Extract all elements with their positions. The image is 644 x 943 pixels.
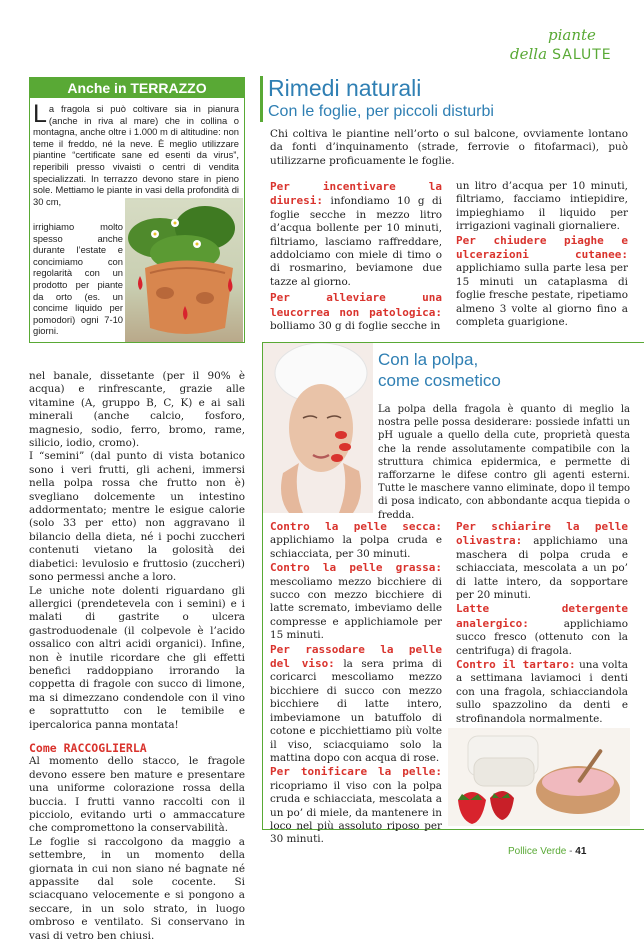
polpa-b-t3: una volta a settimana laviamoci i denti con una fragola, schiacciandola sullo spazzolino da denti e strofinandola normalmente. — [456, 659, 628, 725]
footer-magazine: Pollice Verde — [508, 846, 567, 857]
left-column — [29, 370, 245, 943]
footer — [508, 846, 586, 857]
masthead-line2 — [510, 44, 612, 63]
rimedi-h1: Per incentivare la diuresi: — [270, 180, 442, 208]
polpa-title-2: come cosmetico — [378, 371, 501, 390]
rimedi-col-1 — [270, 180, 442, 333]
footer-page-number: 41 — [575, 846, 587, 857]
polpa-b-h1: Per schiarire la pelle olivastra: — [456, 520, 628, 548]
sidebar-box — [29, 77, 245, 343]
rimedi-h2: Per alleviare una leucorrea non patologica: — [270, 291, 442, 319]
polpa-b-t2: applichiamo succo fresco (ottenuto con la centrifuga) di fragola. — [456, 617, 628, 657]
polpa-a-h1: Contro la pelle secca: — [270, 520, 442, 533]
polpa-a-t4: ricopriamo il viso con la polpa cruda e schiacciata, mescolata a un po’ di miele, da mantenere in loco nel più assoluto riposo per 30 minuti. — [270, 779, 442, 846]
drop-letter: L — [33, 100, 47, 128]
rimedi-t3: applichiamo sulla parte lesa per 15 minuti un cataplasma di foglie fresche pestate, ripetiamo almeno 3 volte al giorno fino a completa guarigione. — [456, 262, 628, 329]
left-heading: Come RACCOGLIERLA — [29, 740, 147, 755]
masthead-line2-prefix: della — [510, 45, 548, 63]
footer-separator: - — [569, 846, 573, 857]
polpa-col-2 — [456, 520, 628, 726]
polpa-col-1 — [270, 520, 442, 847]
bowl-towel-photo — [448, 728, 630, 826]
masthead-line1: piante — [548, 26, 596, 44]
polpa-intro: La polpa della fragola è quanto di meglio la nostra pelle possa desiderare: possiede infatti un pH uguale a quello della cute, proprietà questa che la rende assolutamente compatibile con la struttura chimica epidermica, e permette di rafforzarne le difese contro gli agenti esterni. Tutte le maschere vanno eliminate, dopo il tempo di posa indicato, con abbondante acqua tiepida o fredda. — [378, 404, 630, 521]
rimedi-col2-t0: un litro d’acqua per 10 minuti, filtriamo, facciamo intiepidire, impieghiamo il liquido per irrigazioni vaginali giornaliere. — [456, 180, 628, 233]
rimedi-t2: bolliamo 30 g di foglie secche in — [270, 320, 441, 333]
polpa-title-1: Con la polpa, — [378, 350, 479, 369]
polpa-a-t3: la sera prima di coricarci mescoliamo mezzo bicchiere di succo con mezzo bicchiere di latte intero, imbeviamone un batuffolo di cotone e picchiettiamo più volte il viso, sciacquiamo solo la mattina dopo con acqua di rose. — [270, 658, 442, 764]
left-para-3: Le uniche note dolenti riguardano gli allergici (prendetevela con i semini) e i malati di gastrite o ulcera gastroduodenale (il colpevole è l’acido ossalico con altri acidi organici). Infine, non è inutile ricordare che gli effetti benefici raddoppiano irrorando la coppetta di fragole con succo di limone, ma si dimezzano condendole con il vino e soprattutto con le temibile e ipercalorica panna montata! — [29, 584, 245, 731]
rimedi-t1: infondiamo 10 g di foglie secche in mezzo litro d’acqua bollente per 10 minuti, filtriamo, lasciamo raffreddare, addolciamo con miele di timo o di rosmarino, beviamone due tazze al giorno. — [270, 195, 443, 288]
polpa-b-t1: applichiamo una maschera di polpa cruda e schiacciata, mescolata a un po’ di latte intero, da sopportare per 20 minuti. — [456, 535, 628, 602]
polpa-a-t2: mescoliamo mezzo bicchiere di succo con mezzo bicchiere di latte scremato, imbeviamo delle compresse e applichiamole per 15 minuti. — [270, 575, 442, 642]
sidebar-text-top-body: a fragola si può coltivare sia in pianura (anche in riva al mare) che in collina o montagna, anche oltre i 1.000 m di altitudine: non teme il freddo, né la neve. È meglio utilizzare piantine “certificate sane ed esenti da virus”, reperibili presso vivaisti o centri di vendita specializzati. In terrazzo devono stare in pieno sole. Mettiamo le piante in vasi della profondità di 30 cm, — [33, 103, 239, 207]
polpa-a-h3: Per rassodare la pelle del viso: — [270, 642, 442, 671]
bowl-strawberries-icon — [448, 728, 630, 826]
rimedi-intro: Chi coltiva le piantine nell’orto o sul balcone, ovviamente lontano da fonti d’inquinamento (strade, ferrovie o fitofarmaci), può utilizzarne proficuamente le foglie. — [270, 128, 628, 167]
rimedi-col-2 — [456, 180, 628, 329]
strawberry-pot-photo — [125, 198, 243, 342]
strawberry-pot-icon — [125, 198, 243, 342]
rimedi-subtitle: Con le foglie, per piccoli disturbi — [268, 103, 494, 120]
face-mask-photo — [263, 343, 373, 513]
rimedi-h3: Per chiudere piaghe e ulcerazioni cutanee: — [456, 233, 628, 262]
section-masthead — [510, 26, 640, 72]
polpa-a-h2: Contro la pelle grassa: — [270, 561, 442, 575]
sidebar-text-top — [33, 100, 239, 207]
masthead-line2-main: SALUTE — [552, 47, 612, 63]
rimedi-title-bar — [260, 76, 263, 122]
polpa-b-h3: Contro il tartaro: — [456, 658, 576, 672]
polpa-a-t1: applichiamo la polpa cruda e schiacciata, per 30 minuti. — [270, 534, 442, 560]
face-mask-icon — [263, 343, 373, 513]
left-para-2: I “semini” (dal punto di vista botanico sono i veri frutti, gli acheni, immersi nella polpa rossa che frutto non è) svegliano dolcemente un intestino addormentato; mentre le esigue calorie (solo 33 per etto) non aggravano il bilancio della dieta, né i pochi zuccheri contenuti vietano la golosità dei diabetici: levulosio e fruttosio (zuccheri) sono permessi anche a loro. — [29, 450, 245, 584]
rimedi-title: Rimedi naturali — [268, 75, 422, 101]
sidebar-text-side: irrighiamo molto spesso anche durante l’estate e concimiamo con regolarità con un prodotto per piante da orto (es. un concime liquido per pomodori) ogni 7-10 giorni. — [33, 221, 123, 337]
left-para-1: nel banale, dissetante (per il 90% è acqua) e rinfrescante, grazie alle vitamine (A, gruppo B, C, K) e ai sali minerali (anche calcio, fosforo, magnesio, sodio, ferro, bromo, rame, silicio, iodio, cromo). — [29, 370, 245, 450]
polpa-a-h4: Per tonificare la pelle: — [270, 765, 442, 779]
polpa-b-h2: Latte detergente analergico: — [456, 602, 628, 630]
left-para-5: Le foglie si raccolgono da maggio a settembre, in un momento della giornata in cui non siano né bagnate né appassite dal sole cocente. Si sciacquano velocemente e si pongono a seccare, in un solo strato, in luogo ombroso e ventilato. Si conservano in vasi di vetro ben chiusi. — [29, 835, 245, 942]
sidebar-title: Anche in TERRAZZO — [30, 78, 244, 98]
left-para-4: Al momento dello stacco, le fragole devono essere ben mature e presentare una uniforme colorazione rossa della buccia. I frutti vanno raccolti con il picciolo, evitando urti o ammaccature che compromettono la conservabilità. — [29, 755, 245, 835]
